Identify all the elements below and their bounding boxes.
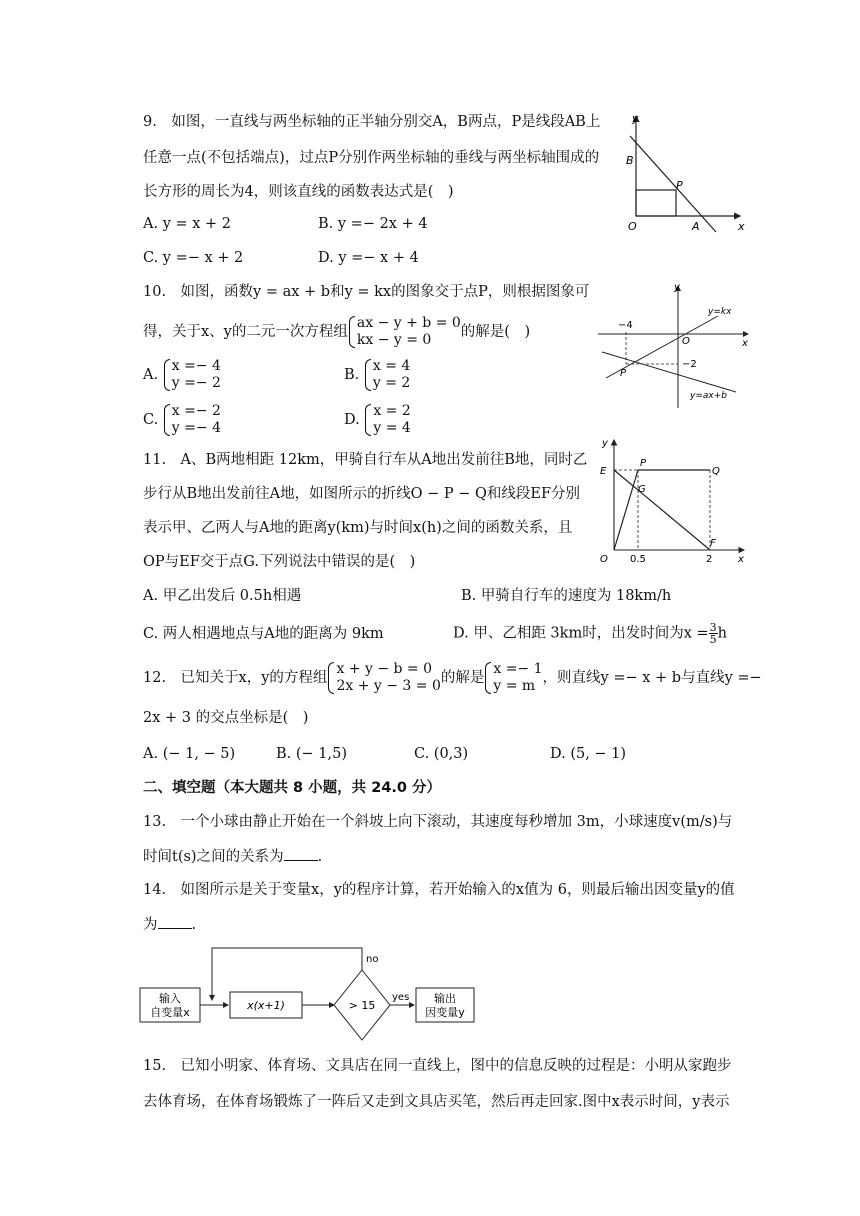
q11-option-d-unit: h bbox=[717, 625, 727, 642]
q11-option-b: B. 甲骑自行车的速度为 18km/h bbox=[461, 588, 672, 604]
q12-line-1-post: ，则直线y =− x + b与直线y =− bbox=[542, 670, 762, 686]
q11-fraction-numerator: 3 bbox=[709, 621, 717, 634]
q11-label-x: x bbox=[738, 554, 744, 565]
q11-line-1: 11. A、B两地相距 12km，甲骑自行车从A地出发前往B地，同时乙 bbox=[143, 452, 588, 468]
q11-label-e: E bbox=[600, 466, 607, 477]
q12-line-2: 2x + 3 的交点坐标是( ) bbox=[143, 710, 309, 726]
q12-sol2: y = m bbox=[493, 678, 536, 694]
q10-option-c-system bbox=[163, 403, 221, 437]
q9-label-x: x bbox=[738, 220, 745, 233]
q10-line-2-post: 的解是( ) bbox=[460, 324, 531, 340]
q10-label-x: x bbox=[742, 338, 748, 349]
q12-option-c: C. (0,3) bbox=[414, 746, 469, 762]
flow-yes-label: yes bbox=[392, 992, 410, 1003]
q11-option-d-fraction bbox=[709, 622, 718, 645]
q10-option-a-label: A. bbox=[143, 367, 159, 383]
q14-line-2 bbox=[143, 914, 196, 935]
q10-option-c bbox=[143, 403, 221, 437]
q10-option-a-y: y =− 2 bbox=[171, 375, 221, 391]
q10-line-2-pre: 得，关于x、y的二元一次方程组 bbox=[143, 324, 348, 340]
flow-output-line2: 因变量y bbox=[425, 1006, 465, 1019]
q9-line-3: 长方形的周长为4，则该直线的函数表达式是( ) bbox=[143, 184, 454, 200]
q11-label-q: Q bbox=[712, 466, 720, 477]
q9-line-ab bbox=[630, 136, 716, 232]
q14-answer-blank bbox=[158, 914, 192, 929]
flow-decision-label: > 15 bbox=[348, 999, 376, 1012]
q11-label-05: 0.5 bbox=[630, 554, 646, 565]
q12-solution-system bbox=[484, 661, 542, 695]
flow-no-label: no bbox=[366, 954, 379, 965]
q12-sol1: x =− 1 bbox=[493, 661, 543, 677]
q10-option-a-system bbox=[163, 358, 221, 392]
q10-option-d-y: y = 4 bbox=[373, 420, 411, 436]
q9-option-b: B. y =− 2x + 4 bbox=[318, 216, 428, 232]
q11-label-f: F bbox=[710, 538, 716, 549]
q10-option-d-system bbox=[364, 403, 410, 437]
q9-label-o: O bbox=[628, 220, 637, 233]
q12-line-1-mid: 的解是 bbox=[440, 670, 485, 686]
q9-label-y: y bbox=[632, 112, 639, 125]
q11-figure bbox=[594, 434, 752, 570]
q11-option-a: A. 甲乙出发后 0.5h相遇 bbox=[143, 588, 302, 604]
flow-calc-label: x(x+1) bbox=[247, 999, 285, 1012]
q10-eq1: ax − y + b = 0 bbox=[356, 315, 461, 331]
q10-option-d-x: x = 2 bbox=[373, 403, 411, 419]
q12-line-1-pre: 12. 已知关于x，y的方程组 bbox=[143, 670, 328, 686]
q9-option-c: C. y =− x + 2 bbox=[143, 250, 244, 266]
q13-line-2-post: . bbox=[317, 849, 323, 865]
q15-line-2: 去体育场，在体育场锻炼了一阵后又走到文具店买笔，然后再走回家.图中x表示时间，y表示 bbox=[143, 1094, 730, 1110]
q13-answer-blank bbox=[284, 846, 318, 861]
q9-option-a: A. y = x + 2 bbox=[143, 216, 232, 232]
q11-label-o: O bbox=[600, 554, 608, 565]
q10-label-m2: −2 bbox=[682, 359, 697, 370]
q11-label-g: G bbox=[638, 484, 646, 495]
q12-option-a: A. (− 1, − 5) bbox=[143, 746, 236, 762]
q12-option-d: D. (5, − 1) bbox=[550, 746, 627, 762]
q10-figure bbox=[594, 280, 754, 412]
q14-flowchart bbox=[134, 942, 484, 1042]
q9-figure bbox=[612, 108, 752, 236]
q9-rectangle bbox=[636, 190, 676, 216]
q10-label-y: y bbox=[674, 282, 680, 293]
q10-label-m4: −4 bbox=[618, 320, 633, 331]
flow-output-line1: 输出 bbox=[434, 992, 456, 1005]
q11-label-2: 2 bbox=[706, 554, 713, 565]
q11-option-d-text: D. 甲、乙相距 3km时，出发时间为x = bbox=[453, 625, 709, 642]
q11-line-3: 表示甲、乙两人与A地的距离y(km)与时间x(h)之间的函数关系，且 bbox=[143, 520, 573, 536]
q11-line-4: OP与EF交于点G.下列说法中错误的是( ) bbox=[143, 554, 416, 570]
q10-label-ykx: y=kx bbox=[708, 307, 732, 317]
q10-option-c-x: x =− 2 bbox=[171, 403, 221, 419]
flow-input-line1: 输入 bbox=[159, 992, 181, 1005]
q13-line-2 bbox=[143, 846, 322, 867]
q10-option-b bbox=[344, 358, 410, 392]
q9-label-b: B bbox=[626, 154, 634, 167]
q13-line-1: 13. 一个小球由静止开始在一个斜坡上向下滚动，其速度每秒增加 3m，小球速度v(m/s)与 bbox=[143, 814, 733, 830]
q13-line-2-pre: 时间t(s)之间的关系为 bbox=[143, 849, 284, 865]
q11-label-y: y bbox=[602, 438, 608, 449]
q15-line-1: 15. 已知小明家、体育场、文具店在同一直线上，图中的信息反映的过程是：小明从家跑步 bbox=[143, 1058, 732, 1074]
q11-fraction-denominator: 5 bbox=[709, 633, 717, 646]
q11-segment-ef bbox=[614, 470, 710, 550]
q10-line-2 bbox=[143, 314, 530, 350]
q10-option-b-x: x = 4 bbox=[372, 358, 411, 374]
q12-eq2: 2x + y − 3 = 0 bbox=[336, 678, 441, 694]
q11-label-p: P bbox=[640, 458, 647, 469]
q10-option-a-x: x =− 4 bbox=[171, 358, 221, 374]
q10-line-1: 10. 如图，函数y = ax + b和y = kx的图象交于点P，则根据图象可 bbox=[143, 284, 590, 300]
q10-label-p: P bbox=[620, 368, 627, 379]
q10-option-a bbox=[143, 358, 221, 392]
q12-equation-system bbox=[327, 661, 440, 695]
q11-option-c: C. 两人相遇地点与A地的距离为 9km bbox=[143, 626, 384, 642]
section-2-heading: 二、填空题（本大题共 8 小题，共 24.0 分） bbox=[143, 780, 442, 796]
q11-line-2: 步行从B地出发前往A地，如图所示的折线O − P − Q和线段EF分别 bbox=[143, 486, 581, 502]
q9-label-p: P bbox=[676, 179, 683, 192]
q10-label-o: O bbox=[682, 336, 690, 347]
q14-line-2-post: . bbox=[191, 917, 197, 933]
q10-option-d bbox=[344, 403, 411, 437]
q12-line-1 bbox=[143, 660, 762, 696]
q10-option-c-label: C. bbox=[143, 412, 159, 428]
q9-line-2: 任意一点(不包括端点)，过点P分别作两坐标轴的垂线与两坐标轴围成的 bbox=[143, 150, 600, 166]
q10-option-b-y: y = 2 bbox=[372, 375, 411, 391]
q12-option-b: B. (− 1,5) bbox=[276, 746, 348, 762]
q14-line-2-pre: 为 bbox=[143, 917, 158, 933]
q11-option-d bbox=[453, 622, 727, 645]
flow-input-line2: 自变量x bbox=[150, 1006, 190, 1019]
q10-equation-system bbox=[348, 315, 461, 349]
q14-line-1: 14. 如图所示是关于变量x，y的程序计算，若开始输入的x值为 6，则最后输出因变量y的值 bbox=[143, 882, 735, 898]
q10-option-d-label: D. bbox=[344, 412, 360, 428]
q9-line-1: 9. 如图，一直线与两坐标轴的正半轴分别交A，B两点，P是线段AB上 bbox=[143, 114, 601, 130]
q10-option-b-label: B. bbox=[344, 367, 360, 383]
q9-label-a: A bbox=[692, 220, 700, 233]
q10-option-b-system bbox=[364, 358, 410, 392]
q12-eq1: x + y − b = 0 bbox=[336, 661, 433, 677]
q9-option-d: D. y =− x + 4 bbox=[318, 250, 419, 266]
q10-option-c-y: y =− 4 bbox=[171, 420, 221, 436]
q10-label-yaxb: y=ax+b bbox=[690, 391, 727, 401]
q10-eq2: kx − y = 0 bbox=[356, 332, 432, 348]
